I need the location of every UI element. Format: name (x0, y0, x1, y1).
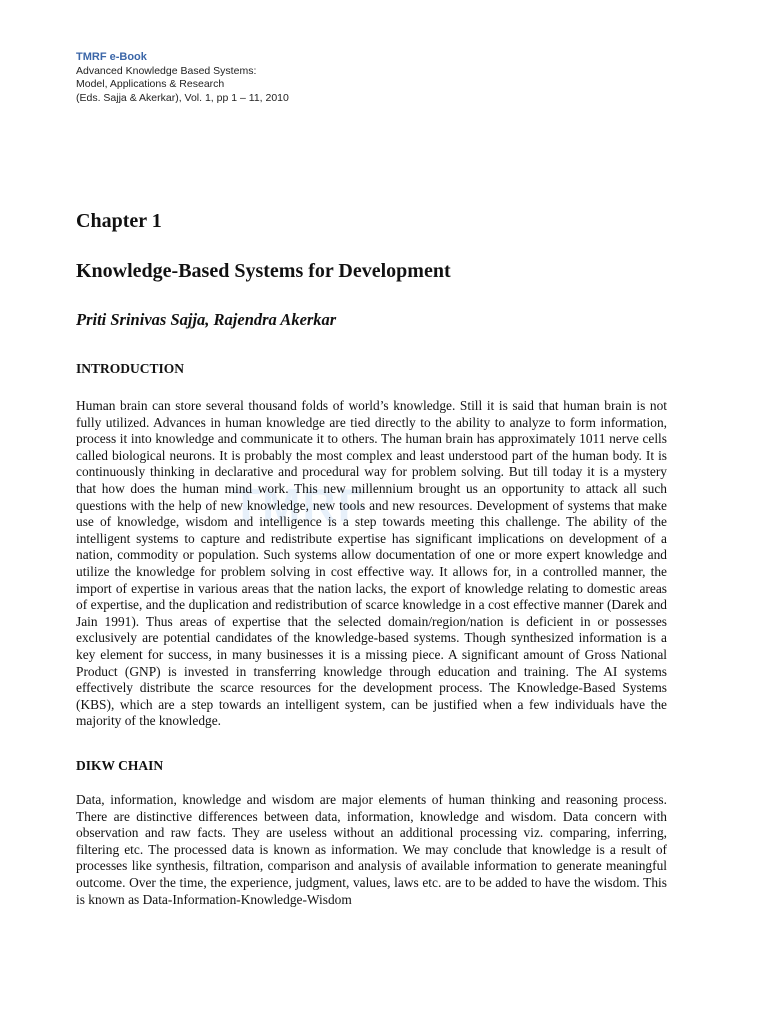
chapter-label: Chapter 1 (76, 210, 162, 232)
section-heading-introduction: INTRODUCTION (76, 361, 185, 376)
chapter-title: Knowledge-Based Systems for Development (76, 260, 451, 282)
section-body-introduction: Human brain can store several thousand folds of world’s knowledge. Still it is said that human brain is not fully utilized. Advances in human knowledge are tied directly to the ability to analyze to form information, process it into knowledge and communicate it to others. The human brain has approximately 1011 nerve cells called biological neurons. It is probably the most complex and least understood part of the human body. It is continuously thinking in declarative and procedural way for problem solving. But till today it is a mystery that how does the human mind work. This new millennium brought us an opportunity to attack all such questions with the help of new knowledge, new tools and new resources. Development of systems that make use of knowledge, wisdom and intelligence is a step towards meeting this challenge. The ability of the intelligent systems to capture and redistribute expertise has significant implications on development of a nation, commodity or population. Such systems allow documentation of one or more expert knowledge and utilize the knowledge for problem solving in cost effective way. It allows for, in a controlled manner, the import of expertise in various areas that the nation lacks, the export of knowledge relating to domestic areas of expertise, and the duplication and redistribution of scarce knowledge in a cost effective manner (Darek and Jain 1991). Thus areas of expertise that the selected domain/region/nation is deficient in or possesses exclusively are potential candidates of the knowledge-based systems. Though synthesized information is a key element for success, in many businesses it is a missing piece. A significant amount of Gross National Product (GNP) is invested in transferring knowledge through education and training. The AI systems effectively distribute the scarce resources for the development process. The Knowledge-Based Systems (KBS), which are a step towards an intelligent system, can be justified when a few individuals have the majority of the knowledge. (76, 398, 667, 729)
book-header (76, 51, 289, 105)
book-citation-line: (Eds. Sajja & Akerkar), Vol. 1, pp 1 – 11, 2010 (76, 91, 289, 104)
book-title-line: Advanced Knowledge Based Systems: (76, 64, 257, 77)
ebook-brand: TMRF e-Book (76, 51, 147, 63)
author-names: Priti Srinivas Sajja, Rajendra Akerkar (76, 310, 337, 329)
section-heading-dikw-chain: DIKW CHAIN (76, 758, 164, 773)
section-body-dikw-chain: Data, information, knowledge and wisdom are major elements of human thinking and reasoning process. There are distinctive differences between data, information, knowledge and wisdom. Data concern with observation and raw facts. They are useless without an additional processing viz. comparing, inferring, filtering etc. The processed data is known as information. We may conclude that knowledge is a result of processes like synthesis, filtration, comparison and analysis of available information to generate meaningful outcome. Over the time, the experience, judgment, values, laws etc. are to be added to have the wisdom. This is known as Data-Information-Knowledge-Wisdom (76, 792, 667, 907)
watermark: TMRF (232, 479, 368, 531)
book-subtitle-line: Model, Applications & Research (76, 78, 225, 90)
